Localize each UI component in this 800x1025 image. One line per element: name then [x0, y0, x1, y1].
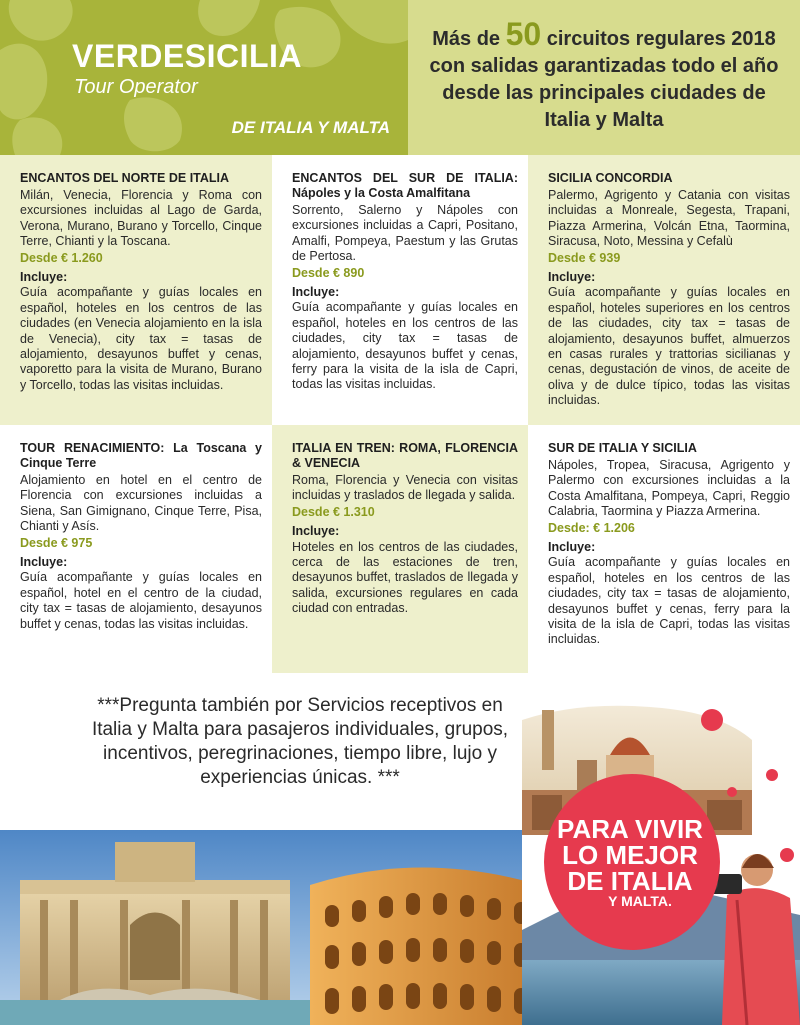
badge-line-3: DE ITALIA [567, 866, 693, 896]
includes-label: Incluye: [20, 555, 68, 570]
tour-price: Desde € 1.260 [20, 250, 103, 265]
badge-line-1: PARA VIVIR [557, 814, 703, 844]
tour-description: Alojamiento en hotel en el centro de Florencia con excursiones incluidas a Siena, San Gimignano, Cinque Terre, Pisa, Chianti y Asís. [20, 473, 262, 534]
brand-panel [0, 0, 408, 155]
tour-grid [0, 155, 800, 673]
promo-number: 50 [505, 16, 542, 52]
includes-label: Incluye: [292, 524, 340, 539]
header [0, 0, 800, 155]
tour-description: Palermo, Agrigento y Catania con visitas incluidas a Monreale, Segesta, Trapani, Piazza Armerina, Volcán Etna, Taormina, Siracusa, Noto, Messina y Cefalù [548, 188, 790, 249]
includes-label: Incluye: [548, 270, 596, 285]
includes-text: Guía acompañante y guías locales en español, hoteles en los centros de las ciudades, city tax = tasas de alojamiento, desayunos buffet y cenas, ferry para la visita de la isla de Capri, todas las visitas incluidas. [292, 300, 518, 392]
tour-description: Roma, Florencia y Venecia con visitas incluidas y traslados de llegada y salida. [292, 473, 518, 503]
tour-card [272, 425, 528, 673]
tour-title: SICILIA CONCORDIA [548, 171, 673, 185]
tour-card [0, 155, 272, 425]
services-note: ***Pregunta también por Servicios receptivos en Italia y Malta para pasajeros individuales, grupos, incentivos, peregrinaciones, tiempo libre, lujo y experiencias únicas. *** [91, 695, 509, 788]
tour-description: Nápoles, Tropea, Siracusa, Agrigento y Palermo con excursiones incluidas a la Costa Amalfitana, Pompeya, Capri, Reggio Calabria, Taormina y Piazza Armerina. [548, 458, 790, 519]
tour-price: Desde € 975 [20, 535, 93, 550]
tour-title: ITALIA EN TREN: ROMA, FLORENCIA & VENECIA [292, 441, 518, 470]
tour-price: Desde € 1.310 [292, 504, 375, 519]
florence-photo [522, 700, 800, 1025]
brand-tagline: DE ITALIA Y MALTA [231, 118, 390, 137]
includes-label: Incluye: [548, 540, 596, 555]
brand-name: VERDESICILIA [72, 38, 303, 74]
tour-price: Desde € 939 [548, 250, 621, 265]
includes-text: Guía acompañante y guías locales en español, hoteles en los centros de las ciudades (en Venecia alojamiento en la isla de Venecia), city tax = tasas de alojamiento, desayunos buffet y cenas, vaporetto para la visita de Murano, Burano y Torcello, todas las visitas incluidas. [20, 285, 262, 392]
badge-line-2: LO MEJOR [562, 840, 698, 870]
colosseum-shape [310, 868, 540, 1025]
tour-price: Desde: € 1.206 [548, 520, 635, 535]
promo-headline: Más de 50 circuitos regulares 2018 con salidas garantizadas todo el año desde las principales ciudades de Italia y Malta [429, 16, 779, 131]
tour-description: Sorrento, Salerno y Nápoles con excursiones incluidas a Capri, Positano, Amalfi, Pompeya, Paestum y las Grutas de Pertosa. [292, 203, 518, 264]
tour-title: ENCANTOS DEL NORTE DE ITALIA [20, 171, 230, 185]
brand-subtitle: Tour Operator [74, 76, 198, 98]
tour-card [528, 155, 800, 425]
tour-description: Milán, Venecia, Florencia y Roma con excursiones incluidas al Lago de Garda, Verona, Murano, Burano y Torcello, Cinque Terre, Chianti y la Toscana. [20, 188, 262, 249]
includes-text: Guía acompañante y guías locales en español, hoteles en los centros de las ciudades, city tax = tasas de alojamiento, desayunos buffet y cenas, ferry para la visita de la isla de Capri, todas las visitas incluidas. [548, 555, 790, 647]
tour-title: SUR DE ITALIA Y SICILIA [548, 441, 697, 455]
tour-card [0, 425, 272, 673]
badge-line-4: Y MALTA. [608, 893, 672, 909]
includes-label: Incluye: [20, 270, 68, 285]
includes-label: Incluye: [292, 285, 340, 300]
promo-panel [408, 0, 800, 155]
tour-title: TOUR RENACIMIENTO: La Toscana y Cinque Terre [20, 441, 262, 470]
tour-card [272, 155, 528, 425]
florence-badge-illustration [522, 700, 800, 1025]
includes-text: Guía acompañante y guías locales en español, hotel en el centro de la ciudad, city tax = tasas de alojamiento, desayunos buffet y cenas, todas las visitas incluidas. [20, 570, 262, 631]
tour-title: ENCANTOS DEL SUR DE ITALIA: Nápoles y la Costa Amalfitana [292, 171, 518, 200]
includes-text: Hoteles en los centros de las ciudades, cerca de las estaciones de tren, desayunos buffet, traslados de llegada y salida, excursiones regulares en cada ciudad con entradas. [292, 539, 518, 616]
tour-price: Desde € 890 [292, 265, 365, 280]
includes-text: Guía acompañante y guías locales en español, hoteles superiores en los centros de las ciudades, city tax = tasas de alojamiento, desayunos buffet, almuerzos en casas rurales y trattorias sicilianas y cenas, degustación de vinos, de aceite de oliva y de dulce típico, todas las visitas incluidas. [548, 285, 790, 408]
tour-card [528, 425, 800, 673]
